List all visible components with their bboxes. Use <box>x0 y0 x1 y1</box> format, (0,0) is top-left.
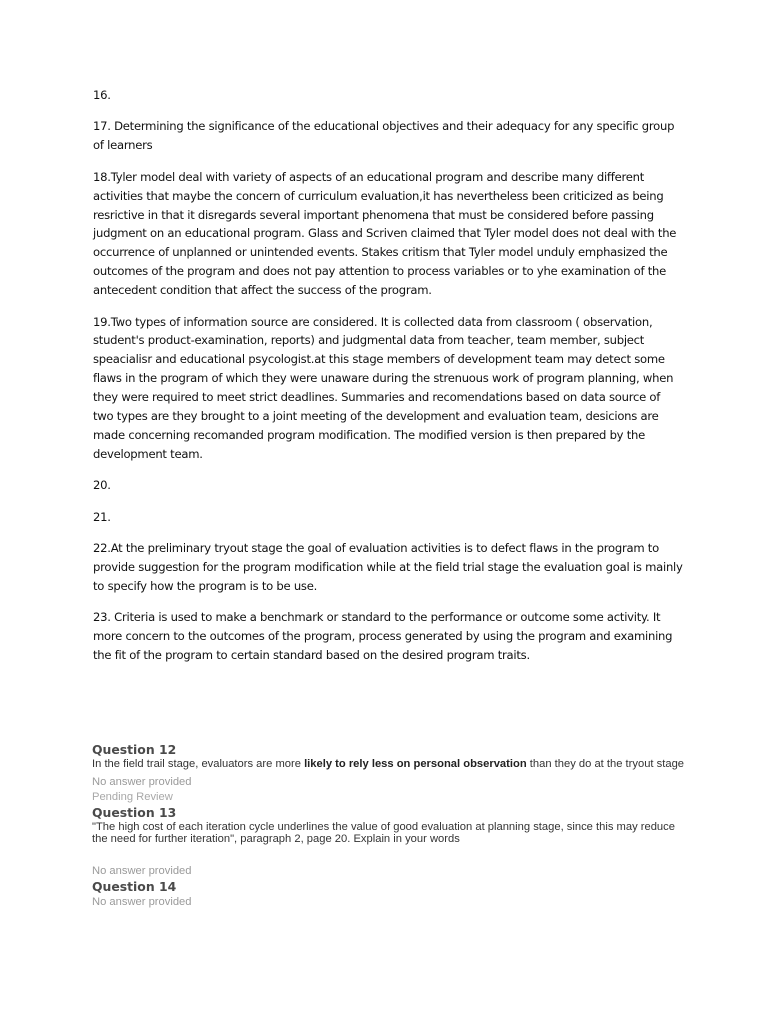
answer-19: 19.Two types of information source are considered. It is collected data from classroom ( observation, student's product-examination, reports) and judgmental data from teacher, team member, subject speacialisr and educational psycologist.at this stage members of development team may detect some flaws in the program of which they were unaware during the strenuous work of program planning, when they were required to meet strict deadlines. Summaries and recomendations based on data source of two types are they brought to a joint meeting of the development and evaluation team, desicions are made concerning recomanded program modification. The modified version is then prepared by the development team. <box>93 314 674 461</box>
answer-list <box>93 86 683 678</box>
question-title: Question 13 <box>92 804 177 820</box>
answer-17: 17. Determining the significance of the educational objectives and their adequacy for any specific group of learners <box>93 119 675 153</box>
answer-status: No answer provided <box>92 895 192 908</box>
question-13 <box>92 805 692 879</box>
answer-22: 22.At the preliminary tryout stage the goal of evaluation activities is to defect flaws in the program to provide suggestion for the program modification while at the field trial stage the evaluation goal is mainly to specify how the program is to be use. <box>93 541 683 593</box>
question-title: Question 14 <box>92 878 177 894</box>
answer-21: 21. <box>93 509 111 524</box>
question-14 <box>92 879 692 910</box>
answer-status: No answer provided <box>92 864 192 877</box>
question-text: "The high cost of each iteration cycle underlines the value of good evaluation at planning stage, since this may reduce the need for further iteration", paragraph 2, page 20. Explain in your words <box>92 820 675 845</box>
question-title: Question 12 <box>92 742 177 757</box>
question-text <box>92 758 692 771</box>
answer-23: 23. Criteria is used to make a benchmark or standard to the performance or outcome some activity. It more concern to the outcomes of the program, process generated by using the program and examining the fit of the program to certain standard based on the desired program traits. <box>93 610 673 663</box>
question-12 <box>92 742 692 805</box>
answer-20: 20. <box>93 478 111 493</box>
review-status: Pending Review <box>92 790 173 803</box>
answer-18: 18.Tyler model deal with variety of aspects of an educational program and describe many different activities that maybe the concern of curriculum evaluation,it has nevertheless been criticized as being resrictive in that it disregards several important phenomena that must be considered before passing judgment on an educational program. Glass and Scriven claimed that Tyler model does not deal with the occurrence of unplanned or unintended events. Stakes critism that Tyler model unduly emphasized the outcomes of the program and does not pay attention to process variables or to yhe examination of the antecedent condition that affect the success of the program. <box>93 169 677 298</box>
question-text-bold: likely to rely less on personal observation <box>304 758 527 770</box>
question-text-start: In the field trail stage, evaluators are more <box>92 758 305 770</box>
quiz-section <box>92 742 692 910</box>
answer-16: 16. <box>93 88 111 102</box>
question-text-end: than they do at the tryout stage <box>526 758 685 770</box>
answer-status: No answer provided <box>92 775 192 788</box>
